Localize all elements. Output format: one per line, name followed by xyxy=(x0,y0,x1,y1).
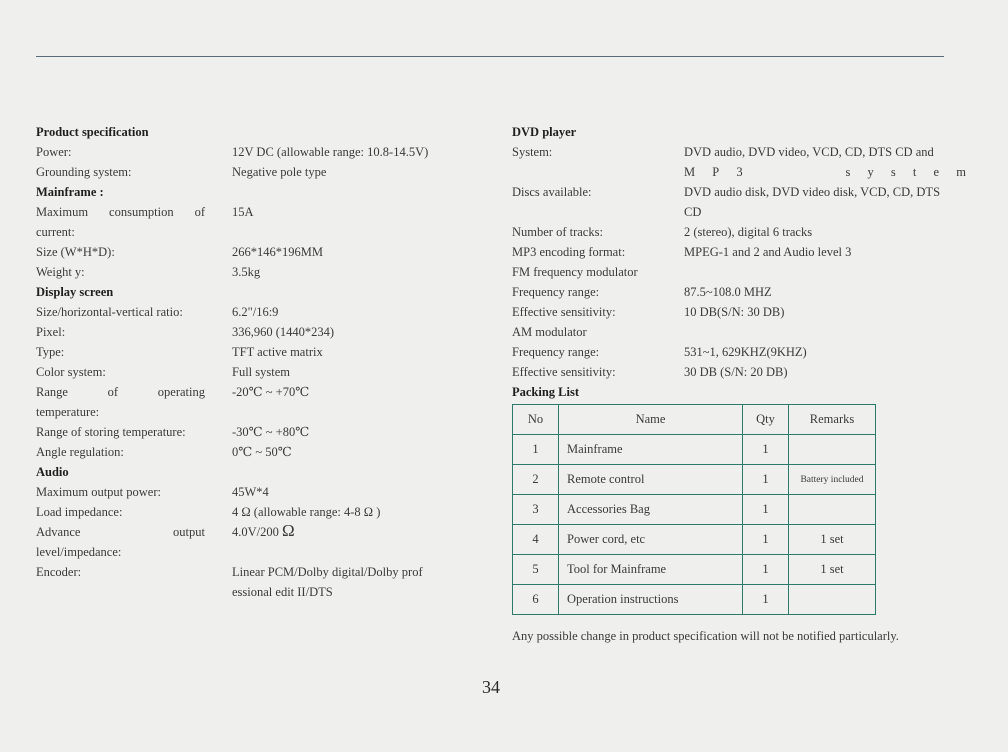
system-cont xyxy=(512,162,970,182)
size-row xyxy=(36,242,476,262)
cell-no: 6 xyxy=(513,585,559,615)
max-consumption-label: Maximum consumption of xyxy=(36,205,205,219)
color-system-label: Color system: xyxy=(36,365,106,379)
ohm-symbol: Ω xyxy=(282,521,295,540)
size-value: 266*146*196MM xyxy=(232,245,323,259)
cell-remarks: Battery included xyxy=(789,465,876,495)
table-row xyxy=(513,465,876,495)
max-output-value: 45W*4 xyxy=(232,485,269,499)
display-screen-heading: Display screen xyxy=(36,285,114,299)
storing-temp-value: -30℃ ~ +80℃ xyxy=(232,425,310,439)
pixel-row xyxy=(36,322,476,342)
fm-freq-value: 87.5~108.0 MHZ xyxy=(684,285,772,299)
am-sens-value: 30 DB (S/N: 20 DB) xyxy=(684,365,788,379)
table-row xyxy=(513,435,876,465)
am-sens-row xyxy=(512,362,970,382)
operating-temp-label: Range of operating xyxy=(36,385,205,399)
cell-no: 4 xyxy=(513,525,559,555)
type-label: Type: xyxy=(36,345,65,359)
am-freq-label: Frequency range: xyxy=(512,345,600,359)
mp3-value: MPEG-1 and 2 and Audio level 3 xyxy=(684,245,852,259)
fm-sens-value: 10 DB(S/N: 30 DB) xyxy=(684,305,785,319)
max-output-row xyxy=(36,482,476,502)
cell-name: Remote control xyxy=(559,465,743,495)
max-consumption-value: 15A xyxy=(232,205,254,219)
am-sens-label: Effective sensitivity: xyxy=(512,365,616,379)
advance-output-label: Advance output xyxy=(36,525,205,539)
operating-temp-row xyxy=(36,382,476,402)
operating-temp-value: -20℃ ~ +70℃ xyxy=(232,385,310,399)
load-impedance-row xyxy=(36,502,476,522)
max-consumption-cont: current: xyxy=(36,225,75,239)
am-freq-row xyxy=(512,342,970,362)
grounding-value: Negative pole type xyxy=(232,165,327,179)
power-value: 12V DC (allowable range: 10.8-14.5V) xyxy=(232,145,429,159)
cell-remarks: 1 set xyxy=(789,525,876,555)
cell-remarks xyxy=(789,495,876,525)
table-row xyxy=(513,495,876,525)
col-header-remarks: Remarks xyxy=(789,405,876,435)
cell-remarks xyxy=(789,585,876,615)
col-header-qty: Qty xyxy=(743,405,789,435)
type-value: TFT active matrix xyxy=(232,345,323,359)
audio-heading: Audio xyxy=(36,465,69,479)
power-label: Power: xyxy=(36,145,72,159)
cell-name: Power cord, etc xyxy=(559,525,743,555)
header-rule xyxy=(36,56,944,57)
pixel-value: 336,960 (1440*234) xyxy=(232,325,335,339)
operating-temp-cont: temperature: xyxy=(36,405,100,419)
tracks-row xyxy=(512,222,970,242)
advance-output-row xyxy=(36,522,476,542)
fm-heading: FM frequency modulator xyxy=(512,265,638,279)
system-value: DVD audio, DVD video, VCD, CD, DTS CD and xyxy=(684,145,934,159)
cell-qty: 1 xyxy=(743,525,789,555)
cell-remarks xyxy=(789,435,876,465)
col-header-no: No xyxy=(513,405,559,435)
mp3-label: MP3 encoding format: xyxy=(512,245,626,259)
cell-qty: 1 xyxy=(743,465,789,495)
discs-cont: CD xyxy=(684,205,702,219)
encoder-label: Encoder: xyxy=(36,565,82,579)
packing-list-table xyxy=(512,404,876,615)
cell-no: 5 xyxy=(513,555,559,585)
mp3-row xyxy=(512,242,970,262)
encoder-value: Linear PCM/Dolby digital/Dolby prof xyxy=(232,565,423,579)
angle-label: Angle regulation: xyxy=(36,445,124,459)
discs-value: DVD audio disk, DVD video disk, VCD, CD, DTS xyxy=(684,185,941,199)
power-row xyxy=(36,142,476,162)
size-label: Size (W*H*D): xyxy=(36,245,115,259)
cell-qty: 1 xyxy=(743,555,789,585)
cell-no: 2 xyxy=(513,465,559,495)
packing-header-row xyxy=(513,405,876,435)
cell-qty: 1 xyxy=(743,585,789,615)
storing-temp-row xyxy=(36,422,476,442)
cell-name: Operation instructions xyxy=(559,585,743,615)
max-consumption-row xyxy=(36,202,476,222)
cell-name: Tool for Mainframe xyxy=(559,555,743,585)
tracks-value: 2 (stereo), digital 6 tracks xyxy=(684,225,813,239)
table-row xyxy=(513,525,876,555)
system-value-cont: M P 3 s y s t e m xyxy=(684,165,966,179)
encoder-cont: essional edit II/DTS xyxy=(232,585,333,599)
fm-sens-label: Effective sensitivity: xyxy=(512,305,616,319)
discs-label: Discs available: xyxy=(512,185,592,199)
type-row xyxy=(36,342,476,362)
right-spec-column xyxy=(512,122,970,402)
fm-sens-row xyxy=(512,302,970,322)
encoder-row xyxy=(36,562,476,582)
col-header-name: Name xyxy=(559,405,743,435)
grounding-row xyxy=(36,162,476,182)
system-row xyxy=(512,142,970,162)
max-output-label: Maximum output power: xyxy=(36,485,161,499)
weight-row xyxy=(36,262,476,282)
pixel-label: Pixel: xyxy=(36,325,66,339)
angle-value: 0℃ ~ 50℃ xyxy=(232,445,292,459)
ratio-label: Size/horizontal-vertical ratio: xyxy=(36,305,183,319)
left-spec-column xyxy=(36,122,476,602)
discs-row xyxy=(512,182,970,202)
packing-list-heading: Packing List xyxy=(512,385,580,399)
footnote: Any possible change in product specification will not be notified particularly. xyxy=(512,629,899,643)
cell-no: 1 xyxy=(513,435,559,465)
table-row xyxy=(513,585,876,615)
weight-label: Weight y: xyxy=(36,265,85,279)
mainframe-heading: Mainframe : xyxy=(36,185,104,199)
am-heading: AM modulator xyxy=(512,325,587,339)
advance-output-cont: level/impedance: xyxy=(36,545,122,559)
cell-no: 3 xyxy=(513,495,559,525)
cell-qty: 1 xyxy=(743,435,789,465)
dvd-player-heading: DVD player xyxy=(512,125,577,139)
color-system-row xyxy=(36,362,476,382)
storing-temp-label: Range of storing temperature: xyxy=(36,425,186,439)
grounding-label: Grounding system: xyxy=(36,165,132,179)
ratio-row xyxy=(36,302,476,322)
system-label: System: xyxy=(512,145,553,159)
page-number: 34 xyxy=(482,677,500,697)
weight-value: 3.5kg xyxy=(232,265,261,279)
load-impedance-label: Load impedance: xyxy=(36,505,123,519)
ratio-value: 6.2"/16:9 xyxy=(232,305,279,319)
load-impedance-value: 4 Ω (allowable range: 4-8 Ω ) xyxy=(232,505,381,519)
color-system-value: Full system xyxy=(232,365,290,379)
fm-freq-label: Frequency range: xyxy=(512,285,600,299)
angle-row xyxy=(36,442,476,462)
am-freq-value: 531~1, 629KHZ(9KHZ) xyxy=(684,345,807,359)
product-spec-heading: Product specification xyxy=(36,125,149,139)
table-row xyxy=(513,555,876,585)
fm-freq-row xyxy=(512,282,970,302)
tracks-label: Number of tracks: xyxy=(512,225,603,239)
cell-name: Mainframe xyxy=(559,435,743,465)
cell-remarks: 1 set xyxy=(789,555,876,585)
cell-qty: 1 xyxy=(743,495,789,525)
advance-output-value: 4.0V/200 Ω xyxy=(232,521,295,540)
cell-name: Accessories Bag xyxy=(559,495,743,525)
